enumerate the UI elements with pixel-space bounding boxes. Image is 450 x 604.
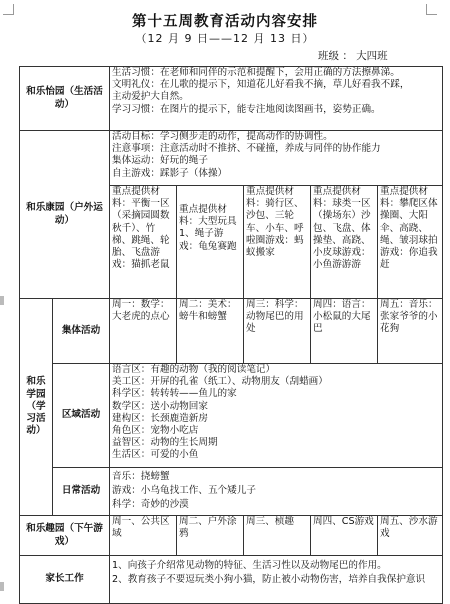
play-header: 和乐趣园（下午游戏）	[20, 516, 110, 556]
area-line: 角色区：宠物小吃店	[112, 425, 199, 437]
page-edge-marker	[0, 296, 4, 305]
area-row	[20, 364, 443, 468]
area-line: 建构区：长颈鹿造新房	[112, 412, 208, 424]
parents-content	[110, 556, 443, 604]
play-day-wed: 周三、桢趣	[244, 516, 311, 556]
play-day-tue: 周二、户外涂鸦	[177, 516, 244, 556]
area-line: 科学区：转转转——鱼儿的家	[112, 388, 237, 400]
life-line: 主动爱护大自然。	[112, 91, 189, 103]
outdoor-day-thu: 重点提供材料：球类一区（操场东）沙包、飞盘、体操垫、高跷、小皮球游戏：小鱼游游游	[311, 186, 378, 299]
area-line: 生活区：可爱的小鱼	[112, 449, 199, 461]
collective-day-tue: 周二：美术：螃牛和螃蟹	[177, 299, 244, 364]
study-header: 和乐学园（学习活动）	[20, 299, 53, 516]
life-row	[20, 67, 443, 131]
parents-line: 1、向孩子介绍常见动物的特征、生活习性以及动物尾巴的作用。	[112, 560, 387, 571]
outdoor-day-wed: 重点提供材料：骑行区、沙包、三轮车、小车、呼啦圈游戏：蚂蚁搬家	[244, 186, 311, 299]
area-line: 益智区：动物的生长周期	[112, 437, 218, 449]
play-day-thu: 周四、CS游戏	[311, 516, 378, 556]
parents-header: 家长工作	[20, 556, 110, 604]
parents-line: 2、教育孩子不要逗玩类小狗小猫，防止被小动物伤害，培养自我保护意识	[112, 574, 426, 585]
outdoor-day-fri: 重点提供材料：攀爬区体操圈、大阳伞、高跷、绳、皱羽球拍游戏：你追我赶	[378, 186, 443, 299]
life-line: 学习习惯：在图片的提示下，能专注地阅读图画书，姿势正确。	[112, 103, 381, 115]
area-label: 区域活动	[53, 364, 110, 468]
page-edge-marker	[0, 582, 4, 591]
outdoor-line: 活动目标：学习侧步走的动作，提高动作的协调性。	[112, 131, 333, 142]
date-range: （12 月 9 日——12 月 13 日）	[135, 32, 315, 45]
outdoor-header: 和乐康园（户外运动）	[20, 131, 110, 299]
collective-day-thu: 周四：语言：小松鼠的大尾巴	[311, 299, 378, 364]
area-line: 数学区：送小动物回家	[112, 400, 208, 412]
outdoor-day-tue: 重点提供材料：大型玩具 1、绳子游戏：龟兔赛跑	[177, 186, 244, 299]
outdoor-line: 注意事项：注意活动时不推挤、不碰撞，养成与同伴的协作能力	[112, 143, 381, 155]
outdoor-content	[110, 131, 443, 186]
parents-row	[20, 556, 443, 604]
daily-line: 游戏：小乌龟找工作、五个矮儿子	[112, 485, 256, 496]
area-line: 语言区：有趣的动物（我的阅读笔记）	[112, 364, 276, 375]
outdoor-row	[20, 131, 443, 186]
collective-label: 集体活动	[53, 299, 110, 364]
play-day-fri: 周五、沙水游戏	[378, 516, 443, 556]
class-label: 班级 ： 大四班	[318, 50, 388, 62]
collective-day-fri: 周五：音乐：张家爷爷的小花狗	[378, 299, 443, 364]
daily-row	[20, 468, 443, 516]
collective-day-mon: 周一：数学：大老虎的点心	[110, 299, 177, 364]
daily-label: 日常活动	[53, 468, 110, 516]
play-day-mon: 周一、公共区域	[110, 516, 177, 556]
outdoor-line: 自主游戏：踩影子（体操）	[112, 167, 228, 179]
schedule-table	[19, 66, 443, 604]
life-content	[110, 67, 443, 131]
collective-day-wed: 周三：科学：动物尾巴的用处	[244, 299, 311, 364]
daily-line: 音乐：挠螃蟹	[112, 471, 170, 482]
area-content	[110, 364, 443, 468]
play-row	[20, 516, 443, 556]
outdoor-day-mon: 重点提供材料：平衡一区（采摘园圆数秋千）、竹梯、跳绳、轮胎、飞盘游戏：猫抓老鼠	[110, 186, 177, 299]
daily-line: 科学：奇妙的沙漠	[112, 499, 189, 510]
page-title: 第十五周教育活动内容安排	[132, 14, 318, 30]
collective-row	[20, 299, 443, 364]
daily-content	[110, 468, 443, 516]
life-line: 生活习惯：在老师和同伴的示范和提醒下，会用正确的方法擦鼻涕。	[112, 67, 400, 78]
life-header: 和乐怡园（生活活动）	[20, 67, 110, 131]
life-line: 文明礼仪：在儿歌的提示下，知道花儿好看我不摘，草儿好看我不踩，	[112, 79, 410, 91]
outdoor-line: 集体运动：好玩的绳子	[112, 155, 208, 167]
area-line: 美工区：开屏的孔雀（纸工）、动物朋友（刮蜡画）	[112, 376, 328, 388]
